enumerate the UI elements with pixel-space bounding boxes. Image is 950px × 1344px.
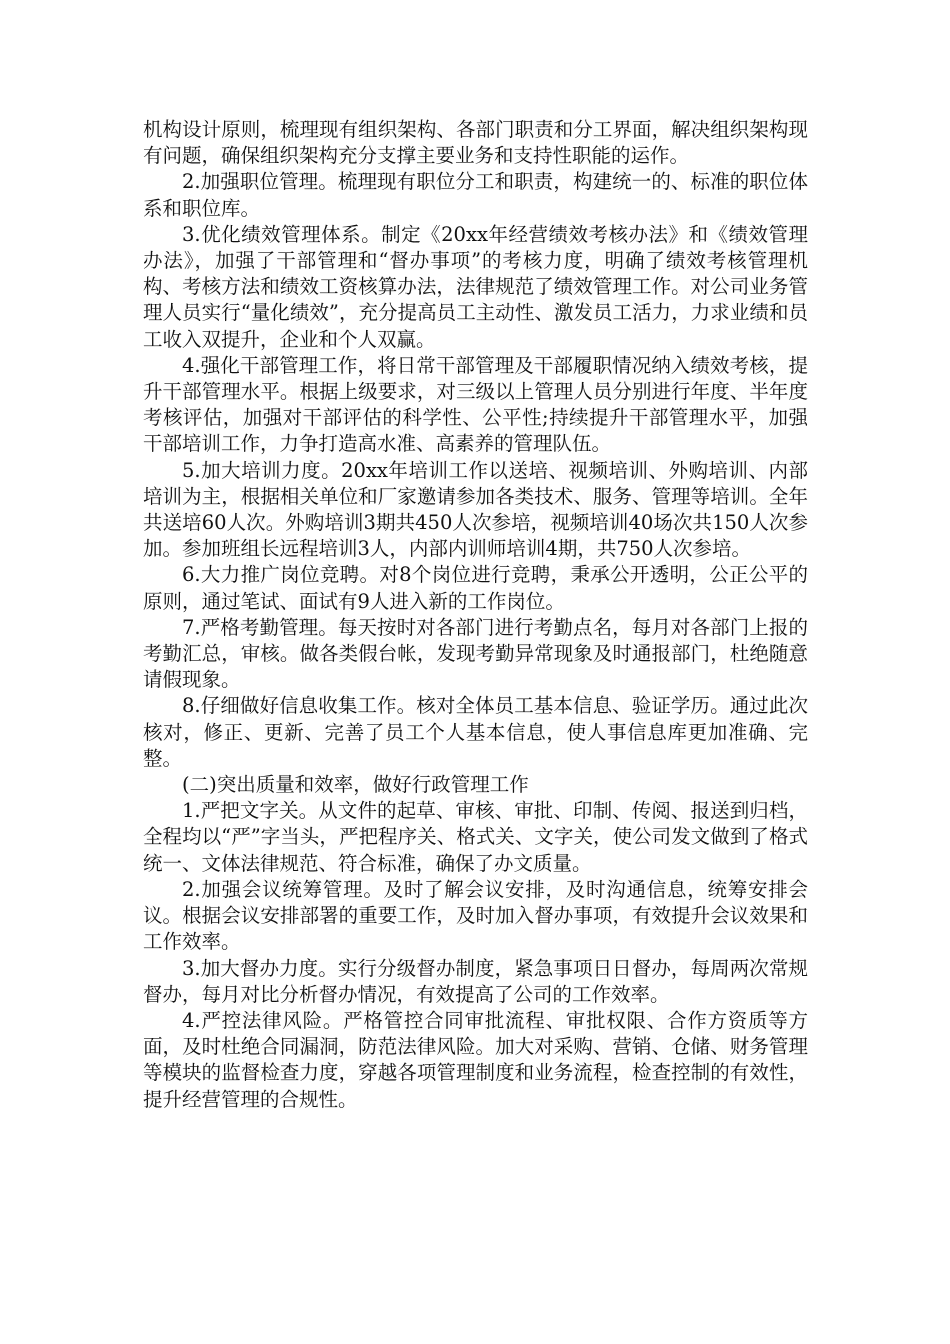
section-heading-administration: (二)突出质量和效率，做好行政管理工作 xyxy=(182,773,529,797)
document-body xyxy=(143,117,808,1113)
paragraph-position-management: 2.加强职位管理。梳理现有职位分工和职责，构建统一的、标准的职位体系和职位库。 xyxy=(143,170,808,220)
paragraph-document-control: 1.严把文字关。从文件的起草、审核、审批、印制、传阅、报送到归档，全程均以“严”字当头，严把程序关、格式关、文字关，使公司发文做到了格式统一、文体法律规范、符合标准，确保了办文质量。 xyxy=(143,799,808,875)
paragraph-supervision: 3.加大督办力度。实行分级督办制度，紧急事项日日督办，每周两次常规督办，每月对比分析督办情况，有效提高了公司的工作效率。 xyxy=(143,956,808,1006)
paragraph-performance-system: 3.优化绩效管理体系。制定《20xx年经营绩效考核办法》和《绩效管理办法》，加强了干部管理和“督办事项”的考核力度，明确了绩效考核管理机构、考核方法和绩效工资核算办法，法律规范了绩效管理工作。对公司业务管理人员实行“量化绩效”，充分提高员工主动性、激发员工活力，力求业绩和员工收入双提升，企业和个人双赢。 xyxy=(143,222,808,351)
paragraph-attendance: 7.严格考勤管理。每天按时对各部门进行考勤点名，每月对各部门上报的考勤汇总，审核。做各类假台帐，发现考勤异常现象及时通报部门，杜绝随意请假现象。 xyxy=(143,615,808,692)
paragraph-continuation: 机构设计原则，梳理现有组织架构、各部门职责和分工界面，解决组织架构现有问题，确保组织架构充分支撑主要业务和支持性职能的运作。 xyxy=(143,118,808,168)
paragraph-cadre-management: 4.强化干部管理工作，将日常干部管理及干部履职情况纳入绩效考核，提升干部管理水平。根据上级要求，对三级以上管理人员分别进行年度、半年度考核评估，加强对干部评估的科学性、公平性;持续提升干部管理水平，加强干部培训工作，力争打造高水准、高素养的管理队伍。 xyxy=(143,353,808,456)
paragraph-information-collection: 8.仔细做好信息收集工作。核对全体员工基本信息、验证学历。通过此次核对，修正、更新、完善了员工个人基本信息，使人事信息库更加准确、完整。 xyxy=(143,694,808,770)
paragraph-job-competition: 6.大力推广岗位竞聘。对8个岗位进行竞聘，秉承公开透明，公正公平的原则，通过笔试、面试有9人进入新的工作岗位。 xyxy=(143,563,808,613)
paragraph-meeting-management: 2.加强会议统筹管理。及时了解会议安排，及时沟通信息，统筹安排会议。根据会议安排部署的重要工作，及时加入督办事项，有效提升会议效果和工作效率。 xyxy=(143,877,808,954)
paragraph-legal-risk: 4.严控法律风险。严格管控合同审批流程、审批权限、合作方资质等方面，及时杜绝合同漏洞，防范法律风险。加大对采购、营销、仓储、财务管理等模块的监督检查力度，穿越各项管理制度和业务流程，检查控制的有效性，提升经营管理的合规性。 xyxy=(143,1008,808,1111)
paragraph-training: 5.加大培训力度。20xx年培训工作以送培、视频培训、外购培训、内部培训为主，根据相关单位和厂家邀请参加各类技术、服务、管理等培训。全年共送培60人次。外购培训3期共450人次参培，视频培训40场次共150人次参加。参加班组长远程培训3人，内部内训师培训4期，共750人次参培。 xyxy=(143,458,808,561)
